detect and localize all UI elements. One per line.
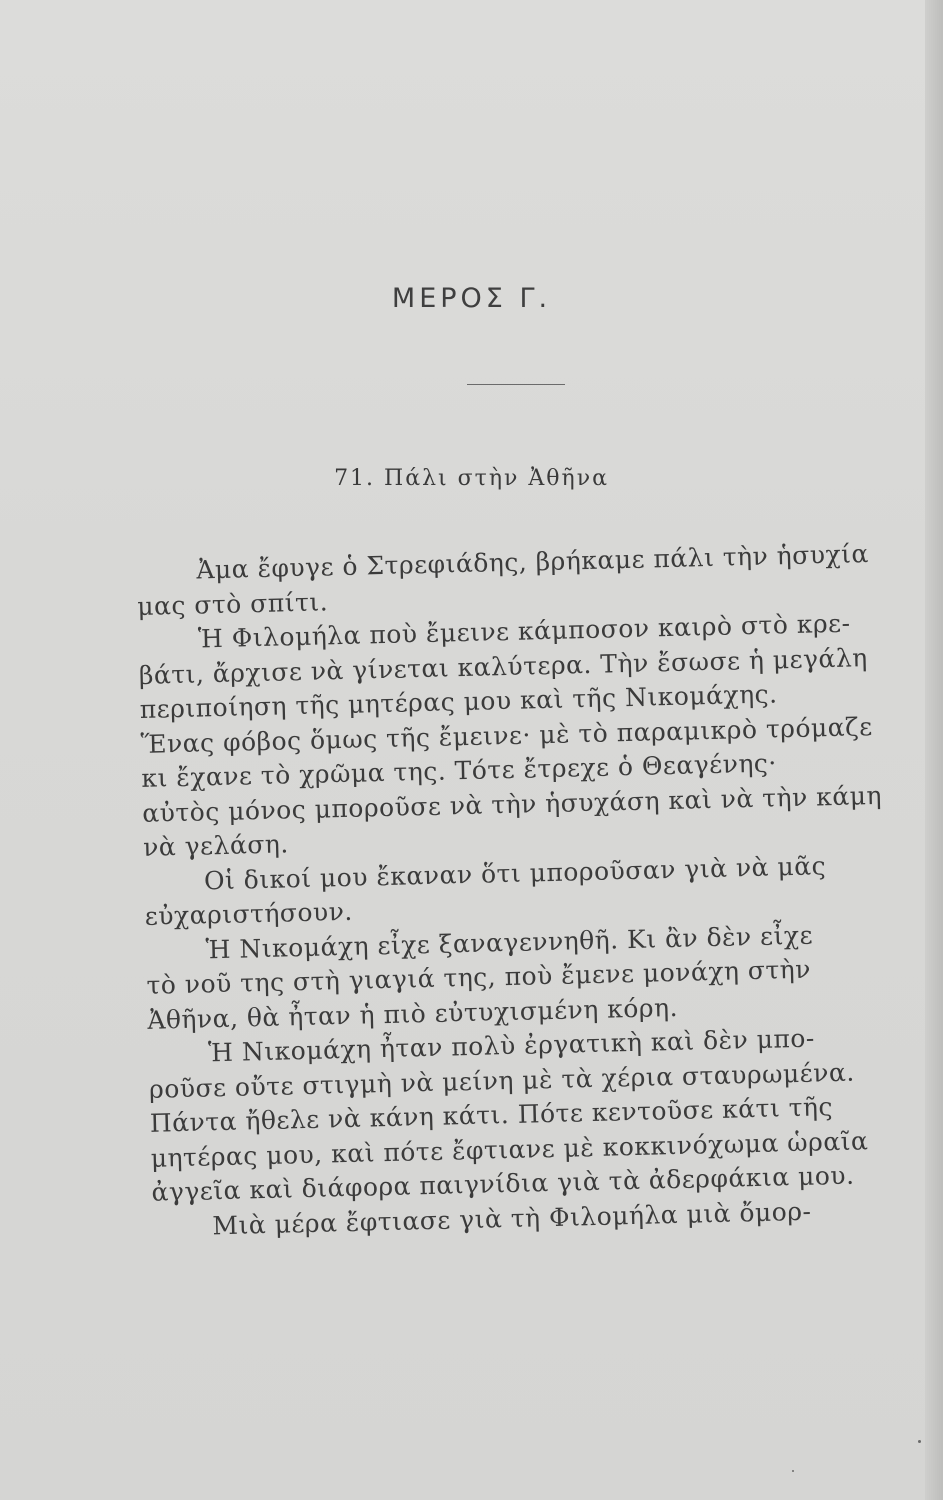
text-line: Ἡ Νικομάχη εἶχε ξαναγεννηθῆ. Κι ἂν δὲν εἶχε <box>205 920 814 964</box>
chapter-title: 71. Πάλι στὴν Ἀθῆνα <box>334 466 609 491</box>
text-line: Οἱ δικοί μου ἔκαναν ὅτι μποροῦσαν γιὰ νὰ μᾶς <box>203 850 827 895</box>
text-line: κι ἔχανε τὸ χρῶμα της. Τότε ἔτρεχε ὁ Θεαγένης· <box>141 748 778 793</box>
part-heading: ΜΕΡΟΣ Γ. <box>391 283 552 314</box>
body-text <box>136 535 943 1244</box>
text-line: περιποίηση τῆς μητέρας μου καὶ τῆς Νικομάχης. <box>139 679 778 724</box>
text-line: τὸ νοῦ της στὴ γιαγιά της, ποὺ ἔμενε μονάχη στὴν <box>146 954 812 1000</box>
text-line: Ἕνας φόβος ὅμως τῆς ἔμεινε· μὲ τὸ παραμικρὸ τρόμαζε <box>140 711 873 759</box>
text-line: Πάντα ἤθελε νὰ κάνη κάτι. Πότε κεντοῦσε κάτι τῆς <box>149 1092 834 1138</box>
text-line: Μιὰ μέρα ἔφτιασε γιὰ τὴ Φιλομήλα μιὰ ὄμορ- <box>212 1196 812 1240</box>
text-line: αὐτὸς μόνος μποροῦσε νὰ τὴν ἡσυχάση καὶ νὰ τὴν κάμη <box>141 780 883 828</box>
text-line: μητέρας μου, καὶ πότε ἔφτιανε μὲ κοκκινόχωμα ὡραῖα <box>150 1125 869 1173</box>
text-line: Ἀμα ἔφυγε ὁ Στρεφιάδης, βρήκαμε πάλι τὴν ἡσυχία <box>196 539 870 585</box>
text-line: βάτι, ἄρχισε νὰ γίνεται καλύτερα. Τὴν ἔσωσε ἡ μεγάλη <box>138 642 869 690</box>
text-line: ἀγγεῖα καὶ διάφορα παιγνίδια γιὰ τὰ ἀδερφάκια μου. <box>151 1160 855 1207</box>
paper-speck <box>792 1470 794 1472</box>
text-line: Ἀθῆνα, θὰ ἦταν ἡ πιὸ εὐτυχισμένη κόρη. <box>147 992 679 1035</box>
divider-rule <box>467 384 565 385</box>
text-line: νὰ γελάση. <box>142 829 290 862</box>
text-line: Ἡ Φιλομήλα ποὺ ἔμεινε κάμποσον καιρὸ στὸ κρε- <box>197 608 851 654</box>
text-line: ροῦσε οὔτε στιγμὴ νὰ μείνη μὲ τὰ χέρια σταυρωμένα. <box>148 1057 856 1104</box>
text-line: Ἡ Νικομάχη ἦταν πολὺ ἐργατικὴ καὶ δὲν μπο- <box>207 1023 816 1068</box>
paper-speck <box>918 1440 921 1443</box>
text-line: εὐχαριστήσουν. <box>144 896 354 931</box>
text-line: μας στὸ σπίτι. <box>136 586 329 621</box>
